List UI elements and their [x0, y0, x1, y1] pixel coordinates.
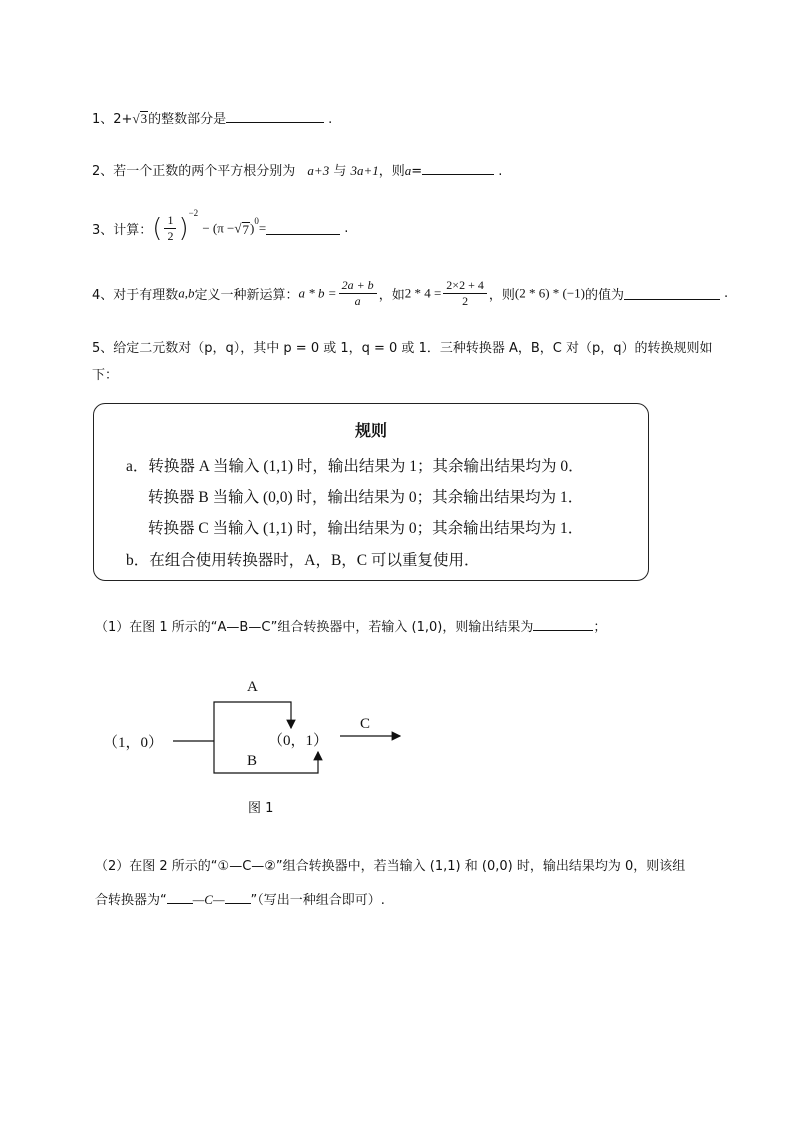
- part-1-end: ；: [593, 620, 607, 635]
- q1-prefix: 1、2+: [92, 112, 133, 127]
- q3-exp2: 0: [254, 216, 259, 226]
- q4-frac1-num: 2a + b: [339, 278, 377, 294]
- question-1: 1、2+√3的整数部分是 .: [92, 111, 333, 127]
- q4-frac2-den: 2: [462, 294, 469, 308]
- q3-answer-blank[interactable]: [266, 222, 340, 235]
- q4-frac2-num: 2×2 + 4: [443, 278, 487, 294]
- rules-box: [93, 403, 649, 581]
- q4-vars: a,b: [178, 285, 195, 301]
- q3-frac-num: 1: [164, 213, 176, 229]
- q4-lhs: a * b =: [298, 285, 337, 301]
- part-2-blank-1[interactable]: [167, 891, 193, 904]
- q2-text-b: 与: [333, 164, 347, 179]
- figure-1-caption: 图 1: [248, 801, 274, 816]
- q2-expr1: a+3: [307, 163, 330, 178]
- q3-prefix: 3、计算：: [92, 223, 153, 238]
- q2-eq: =: [411, 164, 423, 179]
- q1-suffix: 的整数部分是: [148, 112, 227, 127]
- q2-expr2: 3a+1: [350, 163, 379, 178]
- diagram-input: （1，0）: [103, 735, 164, 751]
- rule-b: b．在组合使用转换器时，A，B，C 可以重复使用．: [126, 552, 480, 569]
- diagram-label-c: C: [360, 716, 371, 732]
- q4-fraction-2: [443, 278, 487, 309]
- diagram-mid: （0，1）: [268, 733, 329, 749]
- question-5-line-2: 下：: [92, 368, 119, 383]
- q4-expr: (2 * 6) * (−1): [514, 285, 586, 301]
- q3-sqrt: 7: [242, 221, 250, 237]
- q4-fraction-1: [339, 278, 377, 309]
- q4-answer-blank[interactable]: [624, 287, 720, 300]
- question-3: 3、计算：( $\frac{1}{2}$ )$^{-2} - (\pi -√7)^0=$ .: [92, 208, 349, 244]
- q4-prefix: 4、对于有理数: [92, 288, 179, 303]
- q4-text2: ，如: [378, 288, 405, 303]
- q3-fraction: [164, 213, 176, 244]
- q2-end: .: [498, 164, 503, 179]
- q4-text1: 定义一种新运算：: [194, 288, 299, 303]
- q2-answer-blank[interactable]: [422, 162, 494, 175]
- q4-frac1-den: a: [354, 294, 361, 308]
- rule-a1: a．转换器 A 当输入 (1,1) 时，输出结果为 1；其余输出结果均为 0．: [126, 458, 584, 475]
- q3-close: ): [250, 220, 255, 236]
- part-2-blank-2[interactable]: [225, 891, 251, 904]
- q4-example: 2 * 4 =: [404, 285, 442, 301]
- q3-exp1: −2: [188, 208, 199, 218]
- q3-end: .: [344, 221, 349, 236]
- diagram-label-a: A: [247, 679, 258, 695]
- q1-sqrt: 3: [140, 111, 148, 126]
- part-2-middle: —C—: [192, 892, 225, 907]
- part-2-line-2: [95, 889, 385, 908]
- q2-text-a: 2、若一个正数的两个平方根分别为: [92, 164, 296, 179]
- q4-text4: 的值为: [585, 288, 625, 303]
- q2-var: a: [404, 163, 412, 178]
- q1-answer-blank[interactable]: [226, 110, 324, 123]
- q4-end: .: [724, 286, 729, 301]
- question-4: [92, 278, 728, 309]
- part-2-line-1: （2）在图 2 所示的“①—C—②”组合转换器中，若当输入 (1,1) 和 (0,0) 时，输出结果均为 0，则该组: [95, 859, 686, 874]
- q3-eq: =: [258, 220, 267, 236]
- q3-middle: − (π −: [202, 220, 235, 236]
- rule-a3: 转换器 C 当输入 (1,1) 时，输出结果为 0；其余输出结果均为 1．: [148, 520, 584, 537]
- rule-a2: 转换器 B 当输入 (0,0) 时，输出结果为 0；其余输出结果均为 1．: [148, 489, 584, 506]
- part-1-text: （1）在图 1 所示的“A—B—C”组合转换器中，若输入 (1,0)，则输出结果为: [95, 620, 534, 635]
- q3-frac-den: 2: [167, 229, 174, 243]
- question-2: [92, 160, 502, 179]
- question-5-line-1: 5、给定二元数对（p，q），其中 p = 0 或 1，q = 0 或 1．三种转换器 A，B，C 对（p，q）的转换规则如: [92, 341, 713, 356]
- part-1-answer-blank[interactable]: [533, 618, 593, 631]
- diagram-label-b: B: [247, 753, 258, 769]
- q2-text-c: ，则: [378, 164, 405, 179]
- rules-title: 规则: [354, 423, 387, 440]
- q4-text3: ，则: [488, 288, 515, 303]
- part-1: [95, 616, 606, 635]
- part-2-close: ”（写出一种组合即可）.: [250, 893, 385, 908]
- part-2-open: 合转换器为“: [95, 893, 167, 908]
- q1-end: .: [328, 112, 333, 127]
